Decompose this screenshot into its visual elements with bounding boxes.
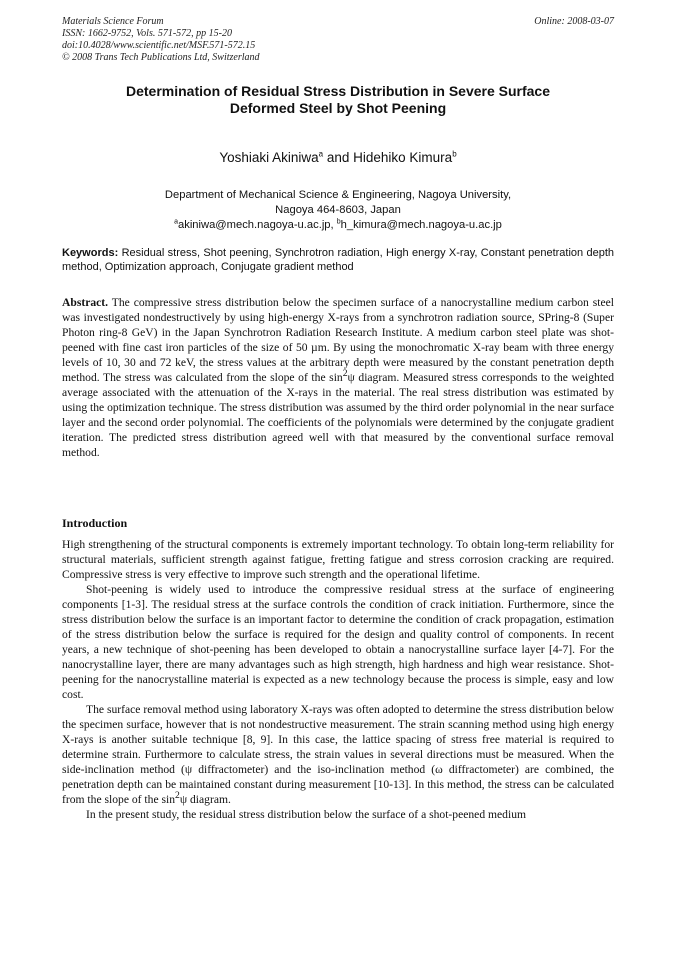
keywords-label: Keywords:	[62, 247, 119, 259]
copyright-line: © 2008 Trans Tech Publications Ltd, Switzerland	[62, 52, 260, 63]
superscript: 2	[175, 790, 180, 802]
affiliation-line-1: Department of Mechanical Science & Engineering, Nagoya University,	[164, 189, 512, 201]
superscript: 2	[342, 368, 348, 380]
online-date: Online: 2008-03-07	[534, 16, 614, 27]
abstract-section	[62, 295, 614, 460]
paragraph: Shot-peening is widely used to introduce the compressive residual stress at the surface of engineering components [1-3]. The residual stress at the surface controls the condition of crack initiation. Furthermore, since the stress distribution below the surface is an important factor to determine the condition of crack propagation, estimation of the stress distribution below the surface is required for the design and quality control of components. In recent years, a new technique of shot-peening has been developed to obtain a nanocrystalline surface layer [4-7]. For the nanocrystalline layer, there are many advantages such as high strength, high hardness and high wear resistance. Shot-peening for the nanocrystalline material is expected as a new technology because the process is simple, easy and low cost.	[62, 583, 614, 701]
abstract-text: ψ diagram. Measured stress corresponds to the weighted average associated with the attenuation of the X-rays in the material. The real stress distribution was estimated by using the optimization technique. The stress distribution was assumed by the third order polynomial in the near surface layer and the second order polynomial. The coefficients of the polynomials were determined by the conjugate gradient iteration. The predicted stress distribution agreed well with that measured by the conventional surface removal method.	[62, 371, 615, 459]
paragraph-text: ψ diagram.	[179, 793, 231, 806]
title-line-2: Deformed Steel by Shot Peening	[229, 100, 447, 116]
author-name: Hidehiko Kimura	[353, 150, 453, 165]
paragraph: In the present study, the residual stress distribution below the surface of a shot-peened medium	[86, 808, 527, 821]
paragraph	[62, 702, 614, 807]
email-line	[62, 218, 614, 233]
affiliation-block	[62, 188, 614, 233]
journal-name: Materials Science Forum	[62, 16, 164, 27]
doi-line[interactable]: doi:10.4028/www.scientific.net/MSF.571-572.15	[62, 40, 256, 51]
author-list	[62, 149, 614, 166]
journal-header	[62, 16, 614, 64]
title-line-1: Determination of Residual Stress Distribution in Severe Surface	[126, 83, 550, 99]
paragraph: High strengthening of the structural components is extremely important technology. To obtain long-term reliability for structural materials, sufficient strength against fatigue, fretting fatigue and stress corrosion cracking are required. Compressive stress is very effective to improve such strength and the operational lifetime.	[62, 538, 614, 581]
email-link-b[interactable]: h_kimura@mech.nagoya-u.ac.jp	[340, 219, 502, 231]
paragraph-text: The surface removal method using laboratory X-rays was often adopted to determine the stress distribution below the specimen surface, however that is not nondestructive measurement. The strain scanning method using high energy X-rays is another suitable technique [8, 9]. In this case, the lattice spacing of stress free material is required to determine strain. Furthermore to calculate stress, the strain values in several directions must be measured. When the side-inclination method (ψ diffractometer) and the iso-inclination method (ω diffractometer) are combined, the penetration depth can be maintained constant during measurement [10-13]. In this method, the stress can be calculated from the slope of the sin	[62, 703, 614, 806]
author-conjunction: and	[323, 150, 354, 165]
introduction-body	[62, 537, 614, 822]
email-link-a[interactable]: akiniwa@mech.nagoya-u.ac.jp,	[178, 219, 337, 231]
affiliation-line-2: Nagoya 464-8603, Japan	[275, 204, 401, 216]
paper-title	[62, 83, 614, 117]
email-mark: b	[336, 218, 341, 226]
abstract-label: Abstract.	[62, 296, 109, 309]
author-affiliation-mark: a	[318, 149, 324, 159]
author-affiliation-mark: b	[452, 149, 457, 159]
keywords-text: Residual stress, Shot peening, Synchrotron radiation, High energy X-ray, Constant penetration depth method, Optimization approach, Conjugate gradient method	[62, 247, 614, 273]
email-mark: a	[174, 218, 178, 226]
author-name: Yoshiaki Akiniwa	[219, 150, 319, 165]
section-heading: Introduction	[62, 516, 128, 530]
issn-line: ISSN: 1662-9752, Vols. 571-572, pp 15-20	[62, 28, 232, 39]
abstract-text: The compressive stress distribution below the specimen surface of a nanocrystalline medium carbon steel was investigated nondestructively by using high-energy X-rays from a synchrotron radiation source, SPring-8 (Super Photon ring-8 GeV) in the Japan Synchrotron Radiation Research Institute. A medium carbon steel plate was shot-peened with fine cast iron particles of the size of 50 µm. By using the monochromatic X-ray beam with three energy levels of 10, 30 and 72 keV, the stress values at the arbitrary depth were measured by the constant penetration depth method. The stress was calculated from the slope of the sin	[62, 296, 614, 384]
keywords-section	[62, 246, 614, 274]
